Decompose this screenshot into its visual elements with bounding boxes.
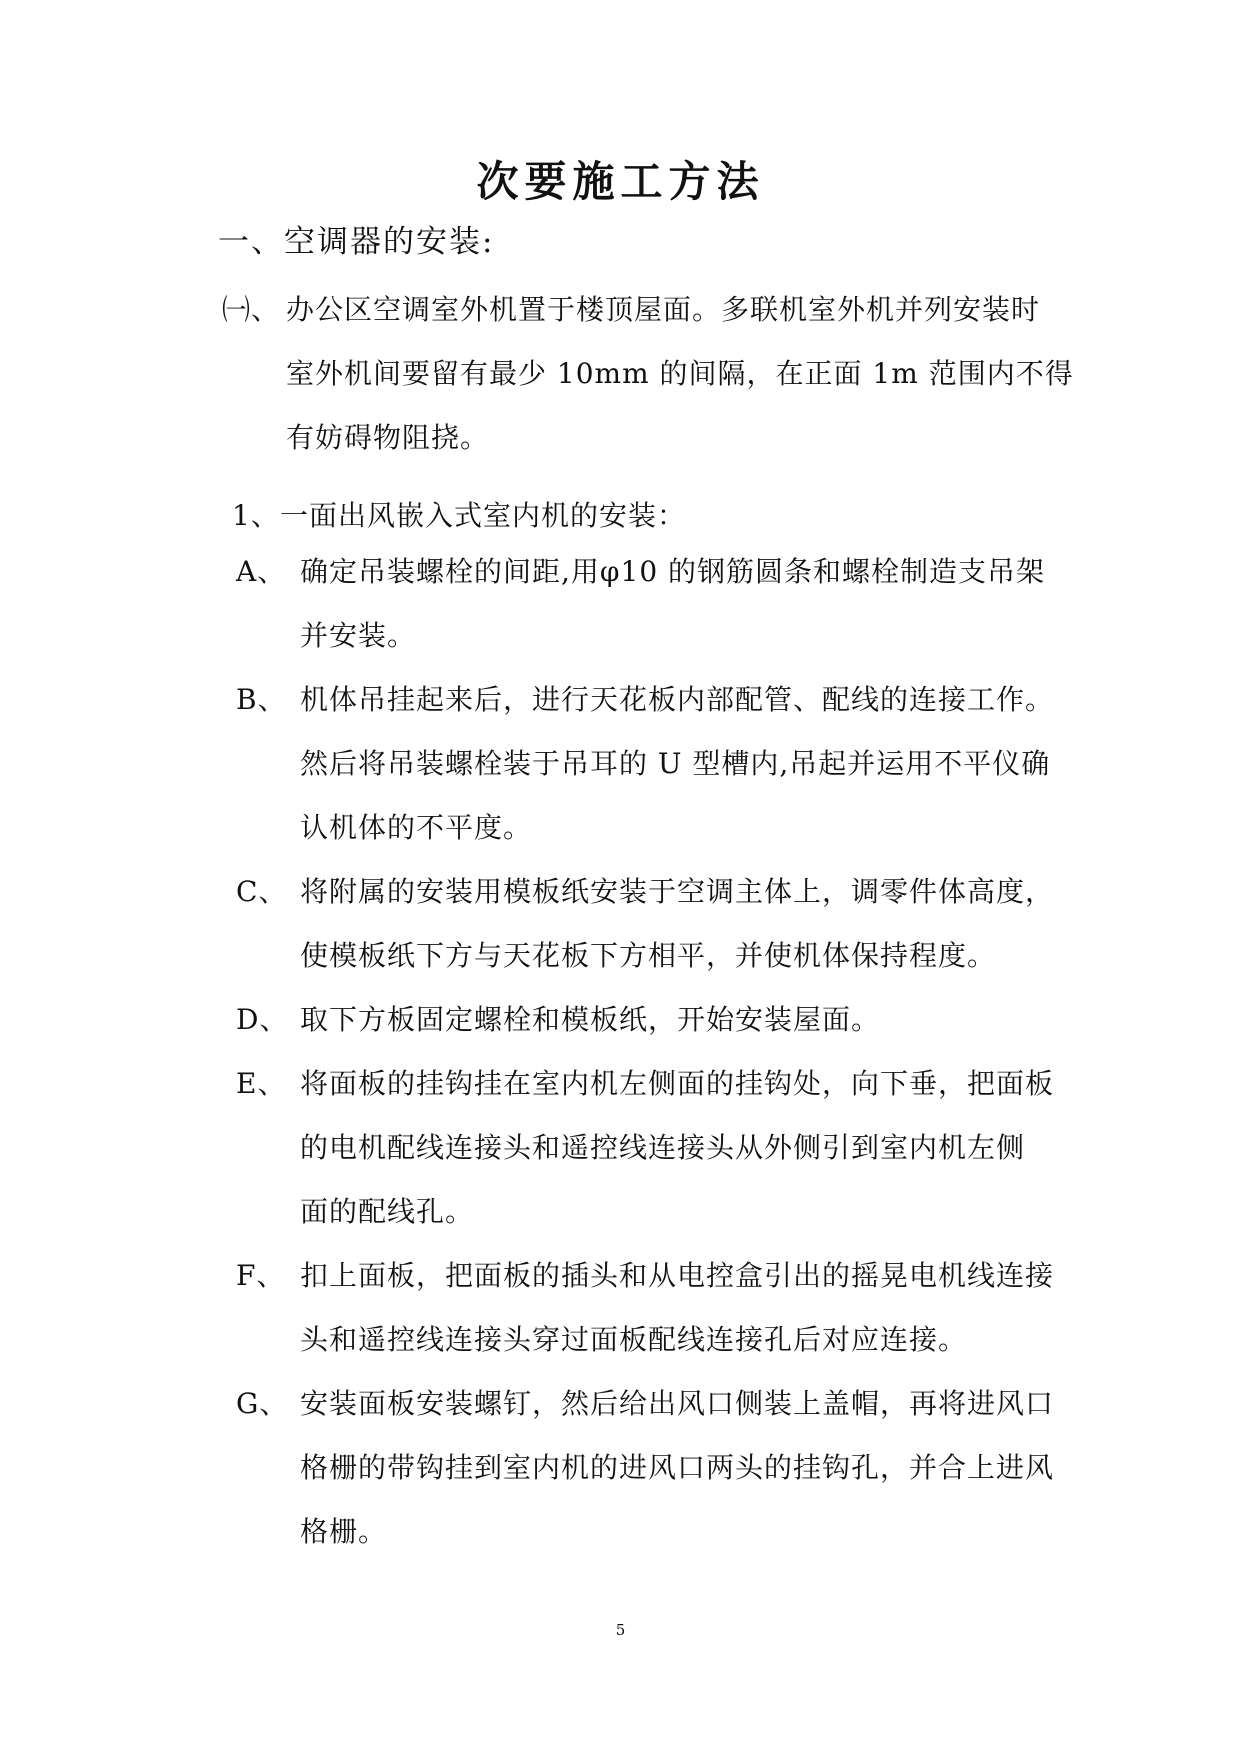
list-item-marker: F、 xyxy=(236,1259,286,1292)
list-item-text xyxy=(300,668,1100,860)
list-item xyxy=(0,668,1241,860)
list-item xyxy=(0,988,1241,1052)
list-item xyxy=(0,540,1241,668)
list-item-text xyxy=(300,540,1100,668)
list-item-marker: B、 xyxy=(236,683,287,716)
paragraph-1-marker: ㈠、 xyxy=(222,293,281,326)
paragraph-1-line: 室外机间要留有最少 10mm 的间隔，在正面 1m 范围内不得 xyxy=(286,357,1074,390)
list-item-line: 机体吊挂起来后，进行天花板内部配管、配线的连接工作。 xyxy=(300,683,1055,716)
list-item-line: 取下方板固定螺栓和模板纸，开始安装屋面。 xyxy=(300,1003,881,1036)
paragraph-1-line: 有妨碍物阻挠。 xyxy=(286,421,490,454)
list-item-line: 将面板的挂钩挂在室内机左侧面的挂钩处，向下垂，把面板 xyxy=(300,1067,1055,1100)
list-item-marker: A、 xyxy=(236,555,287,588)
subheading-marker: 1、 xyxy=(232,499,280,532)
subheading xyxy=(0,484,1241,548)
list-item-line: 扣上面板，把面板的插头和从电控盒引出的摇晃电机线连接 xyxy=(300,1259,1055,1292)
list-item xyxy=(0,1244,1241,1372)
list-item-line: 然后将吊装螺栓装于吊耳的 U 型槽内,吊起并运用不平仪确 xyxy=(300,747,1051,780)
list-item-line: 认机体的不平度。 xyxy=(300,811,533,844)
subheading-text: 一面出风嵌入式室内机的安装： xyxy=(280,499,687,532)
paragraph-1-line: 办公区空调室外机置于楼顶屋面。多联机室外机并列安装时 xyxy=(286,293,1041,326)
list-item-line: 将附属的安装用模板纸安装于空调主体上，调零件体高度， xyxy=(300,875,1055,908)
paragraph-1-text xyxy=(286,278,1106,342)
list-item-marker: C、 xyxy=(236,875,288,908)
list-item-line: 安装面板安装螺钉，然后给出风口侧装上盖帽，再将进风口 xyxy=(300,1387,1055,1420)
list-item-marker: G、 xyxy=(236,1387,289,1420)
list-item-line: 格栅的带钩挂到室内机的进风口两头的挂钩孔，并合上进风 xyxy=(300,1451,1055,1484)
list-item-line: 面的配线孔。 xyxy=(300,1195,475,1228)
list-item-text xyxy=(300,1244,1100,1372)
list-item xyxy=(0,1372,1241,1564)
paragraph-1-text-cont xyxy=(286,342,1106,470)
list-item-line: 使模板纸下方与天花板下方相平，并使机体保持程度。 xyxy=(300,939,997,972)
list-item-line: 头和遥控线连接头穿过面板配线连接孔后对应连接。 xyxy=(300,1323,968,1356)
list-item-text xyxy=(300,860,1100,988)
list-item-text xyxy=(300,988,1100,1052)
list-item-marker: E、 xyxy=(236,1067,287,1100)
page-title: 次要施工方法 xyxy=(476,157,765,206)
page-number: 5 xyxy=(615,1621,626,1639)
paragraph-1 xyxy=(0,278,1241,478)
list-item xyxy=(0,1052,1241,1244)
list-item-marker: D、 xyxy=(236,1003,289,1036)
list-item-line: 的电机配线连接头和遥控线连接头从外侧引到室内机左侧 xyxy=(300,1131,1026,1164)
list-item-line: 并安装。 xyxy=(300,619,417,652)
list-item-text xyxy=(300,1372,1100,1564)
section-heading: 一、空调器的安装: xyxy=(218,224,495,260)
list-item-text xyxy=(300,1052,1100,1244)
list-item-line: 格栅。 xyxy=(300,1515,388,1548)
list-item xyxy=(0,860,1241,988)
list-item-line: 确定吊装螺栓的间距,用φ10 的钢筋圆条和螺栓制造支吊架 xyxy=(300,555,1046,588)
